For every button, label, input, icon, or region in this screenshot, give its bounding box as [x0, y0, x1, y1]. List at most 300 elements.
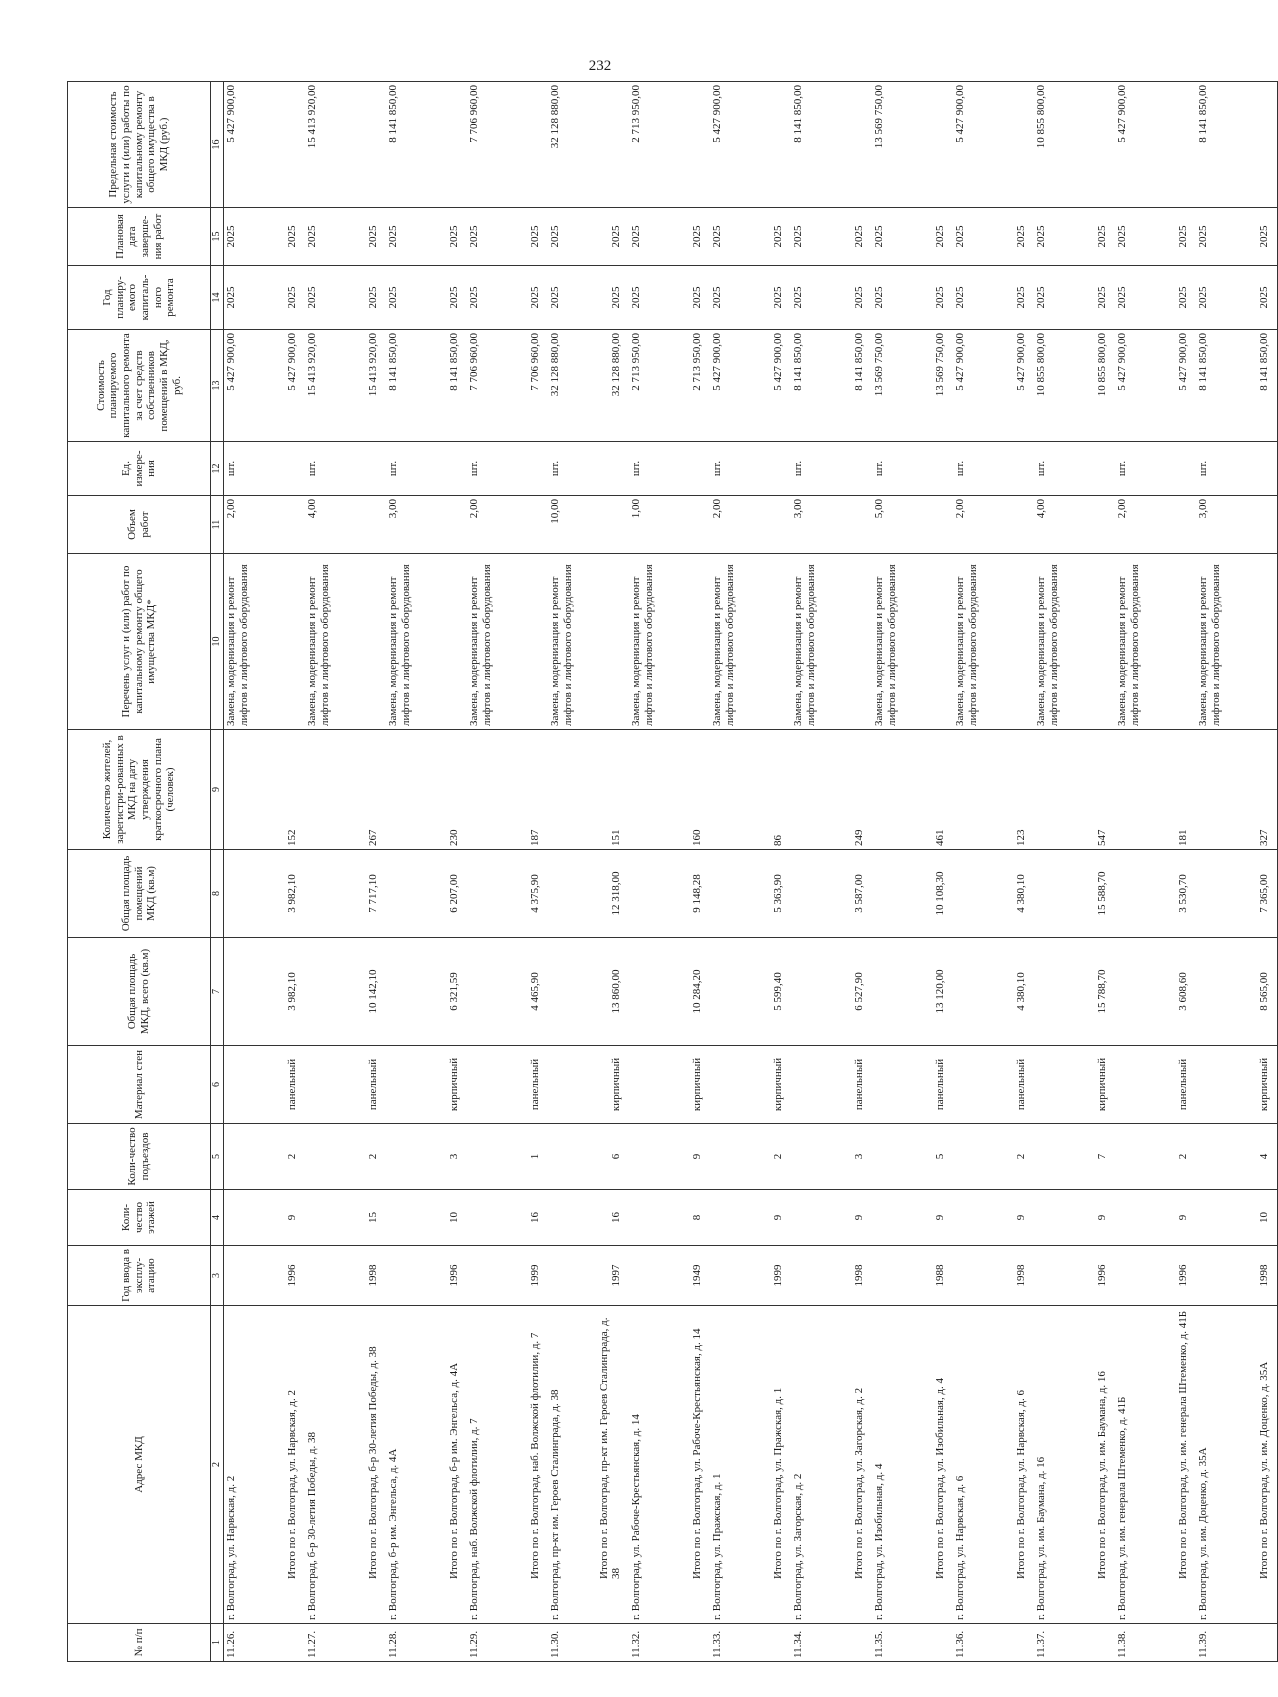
area-rooms-cell	[710, 850, 746, 938]
address-cell: г. Волгоград, ул. Пражская, д. 1	[710, 1306, 746, 1624]
year-cell: 1998	[1232, 1246, 1278, 1306]
work-cell: Замена, модернизация и ремонт лифтов и лифтового оборудования	[305, 554, 341, 730]
column-number-6: 6	[211, 1046, 224, 1124]
entrances-cell	[1034, 1124, 1070, 1190]
table-row	[224, 82, 261, 1662]
residents-cell	[1115, 730, 1151, 850]
address-cell: г. Волгоград, ул. им. Доценко, д. 35А	[1196, 1306, 1232, 1624]
total-label-cell: Итого по г. Волгоград, ул. Загорская, д. 2	[827, 1306, 872, 1624]
entrances-cell	[710, 1124, 746, 1190]
floors-cell: 10	[1232, 1190, 1278, 1246]
end-date-cell: 2025	[1196, 208, 1232, 266]
walls-cell	[467, 1046, 503, 1124]
year-cell	[791, 1246, 827, 1306]
volume-cell: 4,00	[305, 496, 341, 554]
plan-year-cell: 2025	[305, 266, 341, 330]
page-number: 232	[588, 58, 612, 74]
floors-cell	[629, 1190, 665, 1246]
floors-cell: 9	[746, 1190, 791, 1246]
unit-cell	[1070, 442, 1115, 496]
total-label-cell: Итого по г. Волгоград, ул. Изобильная, д. 4	[908, 1306, 953, 1624]
column-header-14: Год планиру-емого капиталь-ного ремонта	[68, 266, 211, 330]
cost-cell: 8 141 850,00	[827, 330, 872, 442]
unit-cell: шт.	[305, 442, 341, 496]
floors-cell: 9	[989, 1190, 1034, 1246]
column-header-16: Предельная стоимость услуги и (или) работы по капитальному ремонту общего имущества в МКД (руб.)	[68, 82, 211, 208]
max-cost-cell	[503, 82, 548, 208]
total-label-cell: Итого по г. Волгоград, ул. им. генерала Штеменко, д. 41Б	[1151, 1306, 1196, 1624]
residents-cell: 230	[422, 730, 467, 850]
row-number-cell: 11.35.	[872, 1624, 908, 1662]
column-header-12: Ед. измере-ния	[68, 442, 211, 496]
total-label-cell: Итого по г. Волгоград, ул. Нарвская, д. 2	[260, 1306, 305, 1624]
row-number-cell: 11.28.	[386, 1624, 422, 1662]
work-cell: Замена, модернизация и ремонт лифтов и лифтового оборудования	[953, 554, 989, 730]
end-date-cell: 2025	[1232, 208, 1278, 266]
volume-cell	[1151, 496, 1196, 554]
work-cell: Замена, модернизация и ремонт лифтов и лифтового оборудования	[1115, 554, 1151, 730]
column-number-13: 13	[211, 330, 224, 442]
floors-cell	[1115, 1190, 1151, 1246]
row-number-cell	[665, 1624, 710, 1662]
area-rooms-cell: 15 588,70	[1070, 850, 1115, 938]
unit-cell: шт.	[1034, 442, 1070, 496]
area-rooms-cell: 9 148,28	[665, 850, 710, 938]
area-total-cell: 3 982,10	[260, 938, 305, 1046]
total-row	[908, 82, 953, 1662]
address-cell: г. Волгоград, ул. Изобильная, д. 4	[872, 1306, 908, 1624]
area-rooms-cell	[953, 850, 989, 938]
plan-year-cell: 2025	[584, 266, 629, 330]
total-row	[503, 82, 548, 1662]
end-date-cell: 2025	[710, 208, 746, 266]
table-row	[953, 82, 989, 1662]
cost-cell: 7 706 960,00	[503, 330, 548, 442]
unit-cell: шт.	[953, 442, 989, 496]
total-row	[1151, 82, 1196, 1662]
plan-year-cell: 2025	[1151, 266, 1196, 330]
column-header-4: Коли-чество этажей	[68, 1190, 211, 1246]
entrances-cell: 2	[1151, 1124, 1196, 1190]
row-number-cell: 11.34.	[791, 1624, 827, 1662]
unit-cell: шт.	[548, 442, 584, 496]
volume-cell	[989, 496, 1034, 554]
max-cost-cell: 5 427 900,00	[224, 82, 261, 208]
residents-cell	[467, 730, 503, 850]
walls-cell	[305, 1046, 341, 1124]
walls-cell	[953, 1046, 989, 1124]
row-number-cell	[260, 1624, 305, 1662]
volume-cell: 2,00	[1115, 496, 1151, 554]
unit-cell	[989, 442, 1034, 496]
total-row	[584, 82, 629, 1662]
entrances-cell: 3	[422, 1124, 467, 1190]
volume-cell: 4,00	[1034, 496, 1070, 554]
work-cell	[746, 554, 791, 730]
plan-year-cell: 2025	[710, 266, 746, 330]
unit-cell: шт.	[791, 442, 827, 496]
floors-cell	[305, 1190, 341, 1246]
address-cell: г. Волгоград, ул. Рабоче-Крестьянская, д. 14	[629, 1306, 665, 1624]
row-number-cell	[422, 1624, 467, 1662]
end-date-cell: 2025	[260, 208, 305, 266]
area-total-cell	[791, 938, 827, 1046]
area-rooms-cell: 4 375,90	[503, 850, 548, 938]
residents-cell: 547	[1070, 730, 1115, 850]
unit-cell: шт.	[872, 442, 908, 496]
column-header-2: Адрес МКД	[68, 1306, 211, 1624]
entrances-cell: 2	[341, 1124, 386, 1190]
area-rooms-cell: 7 717,10	[341, 850, 386, 938]
walls-cell	[548, 1046, 584, 1124]
plan-year-cell: 2025	[422, 266, 467, 330]
residents-cell	[872, 730, 908, 850]
max-cost-cell	[1232, 82, 1278, 208]
residents-cell	[710, 730, 746, 850]
capital-repair-table	[67, 81, 1278, 1662]
total-row	[1232, 82, 1278, 1662]
area-total-cell	[629, 938, 665, 1046]
work-cell: Замена, модернизация и ремонт лифтов и лифтового оборудования	[629, 554, 665, 730]
rotated-page	[67, 82, 1271, 1662]
year-cell: 1996	[260, 1246, 305, 1306]
entrances-cell: 1	[503, 1124, 548, 1190]
area-total-cell	[1034, 938, 1070, 1046]
walls-cell: панельный	[503, 1046, 548, 1124]
end-date-cell: 2025	[467, 208, 503, 266]
volume-cell	[341, 496, 386, 554]
plan-year-cell: 2025	[1196, 266, 1232, 330]
unit-cell: шт.	[1196, 442, 1232, 496]
column-number-12: 12	[211, 442, 224, 496]
plan-year-cell: 2025	[746, 266, 791, 330]
cost-cell: 5 427 900,00	[989, 330, 1034, 442]
unit-cell	[827, 442, 872, 496]
volume-cell	[1232, 496, 1278, 554]
year-cell	[386, 1246, 422, 1306]
unit-cell: шт.	[386, 442, 422, 496]
entrances-cell	[224, 1124, 261, 1190]
year-cell: 1998	[827, 1246, 872, 1306]
residents-cell	[224, 730, 261, 850]
plan-year-cell: 2025	[908, 266, 953, 330]
column-number-2: 2	[211, 1306, 224, 1624]
entrances-cell: 4	[1232, 1124, 1278, 1190]
work-cell: Замена, модернизация и ремонт лифтов и лифтового оборудования	[710, 554, 746, 730]
residents-cell	[629, 730, 665, 850]
year-cell	[305, 1246, 341, 1306]
year-cell: 1996	[1070, 1246, 1115, 1306]
max-cost-cell: 10 855 800,00	[1034, 82, 1070, 208]
max-cost-cell	[584, 82, 629, 208]
floors-cell: 8	[665, 1190, 710, 1246]
column-number-3: 3	[211, 1246, 224, 1306]
year-cell	[872, 1246, 908, 1306]
entrances-cell	[1115, 1124, 1151, 1190]
year-cell	[224, 1246, 261, 1306]
work-cell	[665, 554, 710, 730]
column-number-8: 8	[211, 850, 224, 938]
floors-cell	[791, 1190, 827, 1246]
row-number-cell: 11.36.	[953, 1624, 989, 1662]
work-cell	[1232, 554, 1278, 730]
plan-year-cell: 2025	[989, 266, 1034, 330]
cost-cell: 10 855 800,00	[1070, 330, 1115, 442]
entrances-cell: 2	[989, 1124, 1034, 1190]
total-label-cell: Итого по г. Волгоград, пр-кт им. Героев Сталинграда, д. 38	[584, 1306, 629, 1624]
max-cost-cell	[989, 82, 1034, 208]
volume-cell: 2,00	[224, 496, 261, 554]
plan-year-cell: 2025	[665, 266, 710, 330]
plan-year-cell: 2025	[791, 266, 827, 330]
total-label-cell: Итого по г. Волгоград, ул. им. Баумана, д. 16	[1070, 1306, 1115, 1624]
address-cell: г. Волгоград, ул. им. генерала Штеменко, д. 41Б	[1115, 1306, 1151, 1624]
max-cost-cell: 13 569 750,00	[872, 82, 908, 208]
table-row	[1115, 82, 1151, 1662]
address-cell: г. Волгоград, ул. им. Баумана, д. 16	[1034, 1306, 1070, 1624]
end-date-cell: 2025	[665, 208, 710, 266]
entrances-cell	[467, 1124, 503, 1190]
entrances-cell: 2	[260, 1124, 305, 1190]
work-cell: Замена, модернизация и ремонт лифтов и лифтового оборудования	[467, 554, 503, 730]
area-total-cell: 15 788,70	[1070, 938, 1115, 1046]
unit-cell	[746, 442, 791, 496]
area-rooms-cell	[548, 850, 584, 938]
floors-cell	[467, 1190, 503, 1246]
area-rooms-cell: 7 365,00	[1232, 850, 1278, 938]
residents-cell: 123	[989, 730, 1034, 850]
residents-cell	[548, 730, 584, 850]
end-date-cell: 2025	[422, 208, 467, 266]
cost-cell: 32 128 880,00	[548, 330, 584, 442]
end-date-cell: 2025	[827, 208, 872, 266]
walls-cell: панельный	[827, 1046, 872, 1124]
row-number-cell: 11.38.	[1115, 1624, 1151, 1662]
floors-cell	[224, 1190, 261, 1246]
year-cell: 1997	[584, 1246, 629, 1306]
area-total-cell	[548, 938, 584, 1046]
work-cell: Замена, модернизация и ремонт лифтов и лифтового оборудования	[1034, 554, 1070, 730]
total-row	[341, 82, 386, 1662]
end-date-cell: 2025	[908, 208, 953, 266]
volume-cell: 3,00	[386, 496, 422, 554]
max-cost-cell	[341, 82, 386, 208]
max-cost-cell: 15 413 920,00	[305, 82, 341, 208]
address-cell: г. Волгоград, ул. Нарвская, д. 2	[224, 1306, 261, 1624]
column-header-3: Год ввода в эксплу-атацию	[68, 1246, 211, 1306]
plan-year-cell: 2025	[260, 266, 305, 330]
work-cell: Замена, модернизация и ремонт лифтов и лифтового оборудования	[791, 554, 827, 730]
volume-cell	[746, 496, 791, 554]
total-row	[746, 82, 791, 1662]
column-header-5: Коли-чество подъездов	[68, 1124, 211, 1190]
end-date-cell: 2025	[1034, 208, 1070, 266]
residents-cell: 152	[260, 730, 305, 850]
entrances-cell: 7	[1070, 1124, 1115, 1190]
floors-cell: 9	[1070, 1190, 1115, 1246]
walls-cell: кирпичный	[665, 1046, 710, 1124]
area-rooms-cell: 5 363,90	[746, 850, 791, 938]
area-rooms-cell: 4 380,10	[989, 850, 1034, 938]
row-number-cell: 11.33.	[710, 1624, 746, 1662]
area-rooms-cell: 3 982,10	[260, 850, 305, 938]
area-rooms-cell: 3 530,70	[1151, 850, 1196, 938]
walls-cell	[224, 1046, 261, 1124]
column-header-13: Стоимость планируемого капитального ремонта за счет средств собственников помещений в МКД, руб.	[68, 330, 211, 442]
year-cell: 1996	[1151, 1246, 1196, 1306]
unit-cell	[503, 442, 548, 496]
walls-cell	[1196, 1046, 1232, 1124]
entrances-cell: 3	[827, 1124, 872, 1190]
total-label-cell: Итого по г. Волгоград, ул. Нарвская, д. 6	[989, 1306, 1034, 1624]
volume-cell: 1,00	[629, 496, 665, 554]
plan-year-cell: 2025	[1070, 266, 1115, 330]
address-cell: г. Волгоград, ул. Нарвская, д. 6	[953, 1306, 989, 1624]
total-label-cell: Итого по г. Волгоград, ул. им. Доценко, д. 35А	[1232, 1306, 1278, 1624]
area-total-cell: 8 565,00	[1232, 938, 1278, 1046]
walls-cell: кирпичный	[422, 1046, 467, 1124]
cost-cell: 15 413 920,00	[341, 330, 386, 442]
row-number-cell: 11.30.	[548, 1624, 584, 1662]
work-cell	[989, 554, 1034, 730]
end-date-cell: 2025	[953, 208, 989, 266]
row-number-cell	[1232, 1624, 1278, 1662]
cost-cell: 2 713 950,00	[629, 330, 665, 442]
cost-cell: 13 569 750,00	[908, 330, 953, 442]
floors-cell	[1034, 1190, 1070, 1246]
area-rooms-cell: 3 587,00	[827, 850, 872, 938]
walls-cell	[872, 1046, 908, 1124]
column-number-10: 10	[211, 554, 224, 730]
cost-cell: 5 427 900,00	[746, 330, 791, 442]
row-number-cell	[341, 1624, 386, 1662]
row-number-cell	[1070, 1624, 1115, 1662]
residents-cell	[305, 730, 341, 850]
cost-cell: 5 427 900,00	[1151, 330, 1196, 442]
volume-cell: 3,00	[791, 496, 827, 554]
unit-cell	[422, 442, 467, 496]
address-cell: г. Волгоград, б-р 30-летия Победы, д. 38	[305, 1306, 341, 1624]
entrances-cell: 5	[908, 1124, 953, 1190]
table-body	[224, 82, 1278, 1662]
area-total-cell: 4 465,90	[503, 938, 548, 1046]
walls-cell: кирпичный	[584, 1046, 629, 1124]
total-row	[1070, 82, 1115, 1662]
floors-cell: 10	[422, 1190, 467, 1246]
address-cell: г. Волгоград, б-р им. Энгельса, д. 4А	[386, 1306, 422, 1624]
total-row	[422, 82, 467, 1662]
unit-cell: шт.	[629, 442, 665, 496]
area-total-cell: 6 527,90	[827, 938, 872, 1046]
area-rooms-cell	[386, 850, 422, 938]
table-row	[305, 82, 341, 1662]
area-total-cell	[467, 938, 503, 1046]
max-cost-cell	[908, 82, 953, 208]
walls-cell	[791, 1046, 827, 1124]
walls-cell	[710, 1046, 746, 1124]
table-row	[872, 82, 908, 1662]
cost-cell: 8 141 850,00	[791, 330, 827, 442]
volume-cell	[503, 496, 548, 554]
residents-cell: 151	[584, 730, 629, 850]
column-number-14: 14	[211, 266, 224, 330]
entrances-cell: 6	[584, 1124, 629, 1190]
cost-cell: 5 427 900,00	[1115, 330, 1151, 442]
volume-cell: 10,00	[548, 496, 584, 554]
floors-cell	[710, 1190, 746, 1246]
max-cost-cell	[827, 82, 872, 208]
area-rooms-cell	[305, 850, 341, 938]
plan-year-cell: 2025	[1232, 266, 1278, 330]
area-total-cell: 10 142,10	[341, 938, 386, 1046]
table-row	[386, 82, 422, 1662]
work-cell	[1151, 554, 1196, 730]
residents-cell	[1196, 730, 1232, 850]
end-date-cell: 2025	[791, 208, 827, 266]
cost-cell: 5 427 900,00	[260, 330, 305, 442]
end-date-cell: 2025	[386, 208, 422, 266]
cost-cell: 32 128 880,00	[584, 330, 629, 442]
end-date-cell: 2025	[503, 208, 548, 266]
walls-cell: кирпичный	[1232, 1046, 1278, 1124]
max-cost-cell	[260, 82, 305, 208]
column-number-7: 7	[211, 938, 224, 1046]
volume-cell	[908, 496, 953, 554]
column-number-9: 9	[211, 730, 224, 850]
work-cell: Замена, модернизация и ремонт лифтов и лифтового оборудования	[872, 554, 908, 730]
table-row	[629, 82, 665, 1662]
plan-year-cell: 2025	[341, 266, 386, 330]
floors-cell: 16	[503, 1190, 548, 1246]
row-number-cell: 11.32.	[629, 1624, 665, 1662]
row-number-cell	[584, 1624, 629, 1662]
area-rooms-cell	[1115, 850, 1151, 938]
entrances-cell	[953, 1124, 989, 1190]
max-cost-cell: 5 427 900,00	[953, 82, 989, 208]
entrances-cell	[548, 1124, 584, 1190]
cost-cell: 5 427 900,00	[224, 330, 261, 442]
area-rooms-cell	[872, 850, 908, 938]
column-header-6: Материал стен	[68, 1046, 211, 1124]
volume-cell: 5,00	[872, 496, 908, 554]
year-cell	[629, 1246, 665, 1306]
column-number-4: 4	[211, 1190, 224, 1246]
area-total-cell: 6 321,59	[422, 938, 467, 1046]
address-cell: г. Волгоград, пр-кт им. Героев Сталинграда, д. 38	[548, 1306, 584, 1624]
column-header-11: Объем работ	[68, 496, 211, 554]
floors-cell	[548, 1190, 584, 1246]
column-header-7: Общая площадь МКД, всего (кв.м)	[68, 938, 211, 1046]
cost-cell: 10 855 800,00	[1034, 330, 1070, 442]
walls-cell: панельный	[989, 1046, 1034, 1124]
walls-cell	[386, 1046, 422, 1124]
year-cell: 1999	[503, 1246, 548, 1306]
cost-cell: 13 569 750,00	[872, 330, 908, 442]
residents-cell: 187	[503, 730, 548, 850]
walls-cell: панельный	[260, 1046, 305, 1124]
row-number-cell	[1151, 1624, 1196, 1662]
residents-cell: 327	[1232, 730, 1278, 850]
area-rooms-cell	[467, 850, 503, 938]
plan-year-cell: 2025	[1034, 266, 1070, 330]
area-rooms-cell	[1196, 850, 1232, 938]
entrances-cell: 2	[746, 1124, 791, 1190]
cost-cell: 5 427 900,00	[710, 330, 746, 442]
max-cost-cell	[1151, 82, 1196, 208]
floors-cell: 9	[827, 1190, 872, 1246]
volume-cell: 2,00	[953, 496, 989, 554]
end-date-cell: 2025	[548, 208, 584, 266]
